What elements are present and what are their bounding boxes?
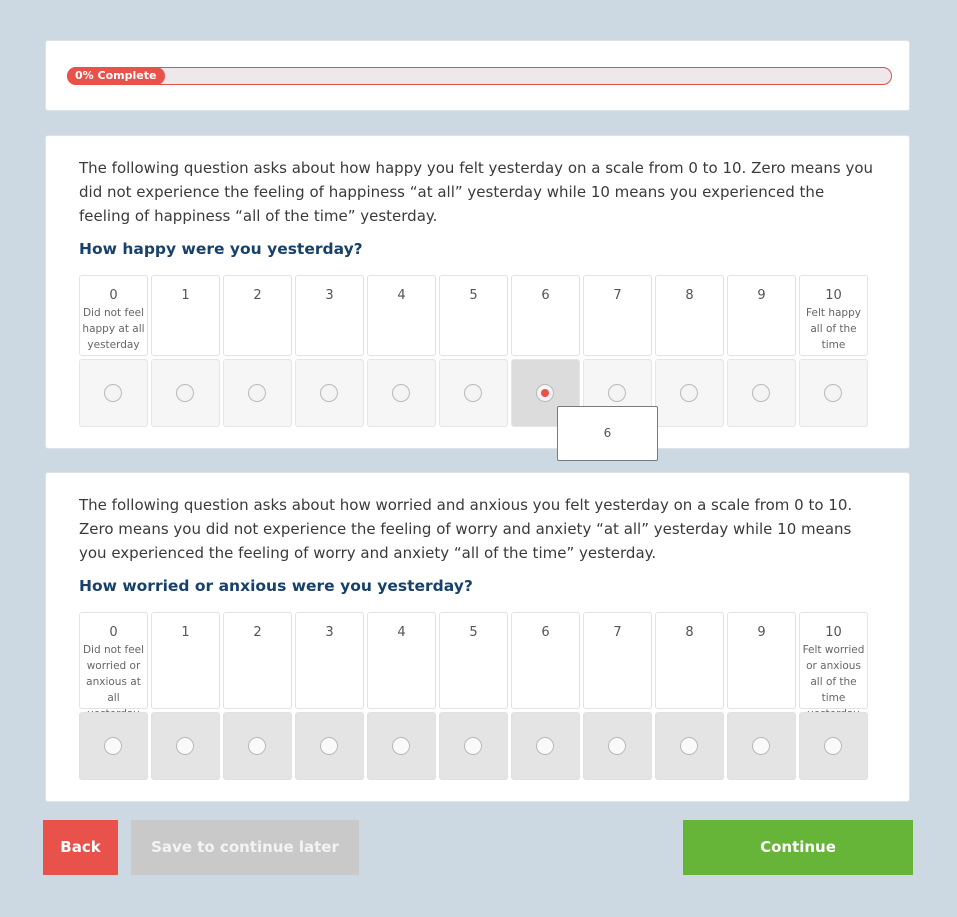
scale-label-9 [727, 275, 796, 356]
scale-label-number: 6 [541, 625, 550, 640]
scale-label-description: Felt happy all of the time [806, 307, 861, 351]
scale-option-0[interactable] [79, 359, 148, 427]
scale-label-8 [655, 612, 724, 709]
scale-label-3 [295, 275, 364, 356]
scale-option-0[interactable] [79, 712, 148, 780]
radio-button[interactable] [608, 737, 626, 755]
continue-button[interactable]: Continue [683, 820, 913, 875]
radio-button[interactable] [464, 737, 482, 755]
scale-label-3 [295, 612, 364, 709]
radio-button[interactable] [752, 384, 770, 402]
progress-card [45, 40, 910, 111]
scale-option-5[interactable] [439, 359, 508, 427]
save-to-continue-later-button[interactable]: Save to continue later [131, 820, 359, 875]
radio-button[interactable] [320, 384, 338, 402]
radio-button[interactable] [176, 737, 194, 755]
scale-option-3[interactable] [295, 712, 364, 780]
scale-label-number: 5 [469, 625, 478, 640]
scale-label-8 [655, 275, 724, 356]
scale-option-10[interactable] [799, 359, 868, 427]
scale-label-5 [439, 612, 508, 709]
scale-option-6[interactable] [511, 712, 580, 780]
scale-label-number: 10 [825, 625, 842, 640]
scale-label-7 [583, 275, 652, 356]
scale-label-number: 0 [109, 625, 118, 640]
scale-option-2[interactable] [223, 359, 292, 427]
radio-button[interactable] [608, 384, 626, 402]
progress-bar [67, 67, 892, 85]
progress-label: 0% Complete [67, 67, 165, 85]
scale-option-1[interactable] [151, 359, 220, 427]
scale-label-number: 7 [613, 288, 622, 303]
scale-label-number: 4 [397, 288, 406, 303]
scale-option-9[interactable] [727, 712, 796, 780]
radio-button[interactable] [248, 737, 266, 755]
radio-button[interactable] [680, 384, 698, 402]
scale-label-number: 9 [757, 288, 766, 303]
scale-label-2 [223, 612, 292, 709]
radio-button[interactable] [320, 737, 338, 755]
scale-label-6 [511, 275, 580, 356]
scale-label-number: 1 [181, 288, 190, 303]
scale-label-0 [79, 275, 148, 356]
question-card-anxiety [45, 472, 910, 802]
scale-option-7[interactable] [583, 712, 652, 780]
scale-label-10 [799, 612, 868, 709]
scale-label-2 [223, 275, 292, 356]
scale-option-8[interactable] [655, 359, 724, 427]
scale-label-number: 2 [253, 288, 262, 303]
scale-option-10[interactable] [799, 712, 868, 780]
scale-label-number: 10 [825, 288, 842, 303]
radio-button[interactable] [680, 737, 698, 755]
scale-label-4 [367, 275, 436, 356]
scale-label-number: 9 [757, 625, 766, 640]
radio-selected-dot [541, 389, 549, 397]
radio-button[interactable] [824, 384, 842, 402]
radio-button[interactable] [536, 384, 554, 402]
radio-button[interactable] [248, 384, 266, 402]
question-intro: The following question asks about how happy you felt yesterday on a scale from 0 to 10. Zero means you did not experience the feeling of happiness “at all” yesterday while 10 means you experienced the feeling of happiness “all of the time” yesterday. [79, 159, 874, 225]
back-button[interactable]: Back [43, 820, 118, 875]
scale-label-number: 3 [325, 625, 334, 640]
scale-label-6 [511, 612, 580, 709]
scale-option-9[interactable] [727, 359, 796, 427]
scale-label-1 [151, 612, 220, 709]
scale-label-number: 8 [685, 625, 694, 640]
scale-label-number: 3 [325, 288, 334, 303]
scale-option-4[interactable] [367, 712, 436, 780]
scale-label-1 [151, 275, 220, 356]
scale-label-10 [799, 275, 868, 356]
radio-button[interactable] [824, 737, 842, 755]
scale-label-description: Did not feel worried or anxious at all [82, 644, 145, 704]
selected-value-tooltip: 6 [557, 406, 658, 461]
scale-label-number: 4 [397, 625, 406, 640]
radio-button[interactable] [536, 737, 554, 755]
scale-label-4 [367, 612, 436, 709]
scale-label-number: 8 [685, 288, 694, 303]
scale-label-number: 5 [469, 288, 478, 303]
radio-button[interactable] [392, 384, 410, 402]
scale-label-number: 0 [109, 288, 118, 303]
scale-label-0 [79, 612, 148, 709]
radio-button[interactable] [464, 384, 482, 402]
scale-label-5 [439, 275, 508, 356]
question-title: How happy were you yesterday? [79, 240, 363, 258]
scale-option-4[interactable] [367, 359, 436, 427]
question-title: How worried or anxious were you yesterday? [79, 577, 473, 595]
scale-label-description: Felt worried or anxious all of the time [802, 644, 865, 704]
radio-button[interactable] [104, 737, 122, 755]
scale-option-8[interactable] [655, 712, 724, 780]
scale-option-2[interactable] [223, 712, 292, 780]
radio-button[interactable] [752, 737, 770, 755]
scale-option-5[interactable] [439, 712, 508, 780]
question-card-happiness [45, 135, 910, 449]
scale-label-9 [727, 612, 796, 709]
radio-button[interactable] [176, 384, 194, 402]
scale-label-number: 6 [541, 288, 550, 303]
scale-option-3[interactable] [295, 359, 364, 427]
radio-button[interactable] [104, 384, 122, 402]
scale-label-7 [583, 612, 652, 709]
scale-label-number: 7 [613, 625, 622, 640]
scale-label-number: 1 [181, 625, 190, 640]
question-intro: The following question asks about how worried and anxious you felt yesterday on a scale from 0 to 10. Zero means you did not experience the feeling of worry and anxiety “at all” yesterday while 10 means you experienced the feeling of worry and anxiety “all of the time” yesterday. [79, 496, 853, 562]
radio-button[interactable] [392, 737, 410, 755]
scale-label-number: 2 [253, 625, 262, 640]
scale-label-description: Did not feel happy at all yesterday [82, 307, 145, 351]
scale-option-1[interactable] [151, 712, 220, 780]
